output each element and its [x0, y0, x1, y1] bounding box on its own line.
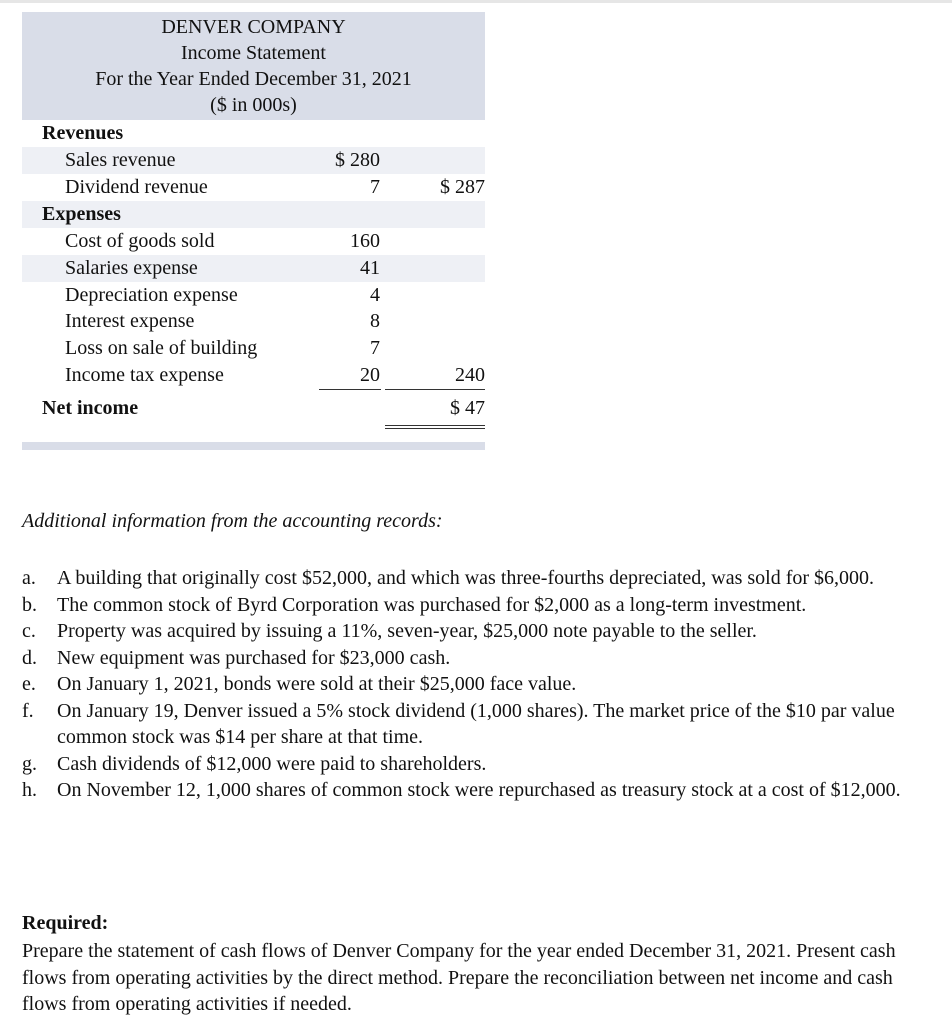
statement-row [22, 174, 485, 201]
row-amount: 4 [370, 284, 380, 306]
total-underline [385, 389, 485, 390]
statement-period: For the Year Ended December 31, 2021 [95, 68, 412, 90]
double-underline-top [385, 425, 485, 426]
additional-info-title: Additional information from the accounting records: [22, 510, 443, 532]
list-item [22, 751, 942, 778]
item-marker: a. [22, 567, 36, 589]
required-title: Required: [22, 912, 109, 934]
item-marker: d. [22, 646, 37, 669]
row-total: $ 287 [440, 176, 485, 198]
statement-row [22, 308, 485, 335]
row-amount: 160 [350, 230, 380, 252]
row-label: Cost of goods sold [65, 230, 215, 252]
statement-row [22, 282, 485, 309]
list-item [22, 618, 942, 645]
list-item [22, 777, 942, 804]
row-amount: 7 [370, 176, 380, 198]
statement-units: ($ in 000s) [210, 94, 297, 116]
net-income-row [22, 395, 485, 422]
item-marker: b. [22, 593, 37, 616]
statement-row [22, 335, 485, 362]
item-text: On January 19, Denver issued a 5% stock dividend (1,000 shares). The market price of the $10 par value common stock was $14 per share at that time. [57, 699, 895, 748]
item-text: New equipment was purchased for $23,000 cash. [57, 646, 451, 669]
row-amount: $ 280 [335, 149, 380, 171]
statement-row [22, 362, 485, 389]
row-label: Loss on sale of building [65, 337, 258, 359]
top-divider [0, 0, 952, 3]
statement-row [22, 255, 485, 282]
row-label: Income tax expense [65, 364, 224, 386]
row-label: Sales revenue [65, 149, 176, 171]
statement-row [22, 228, 485, 255]
row-label: Depreciation expense [65, 284, 238, 306]
revenues-heading-row [22, 120, 485, 147]
company-name: DENVER COMPANY [161, 16, 346, 38]
item-marker: e. [22, 673, 36, 695]
row-amount: 8 [370, 310, 380, 332]
item-marker: g. [22, 752, 37, 775]
item-text: A building that originally cost $52,000, and which was three-fourths depreciated, was sold for $6,000. [57, 567, 875, 589]
additional-info-list [22, 565, 942, 804]
income-statement [22, 12, 485, 419]
statement-footer-bar [22, 442, 485, 450]
statement-header [22, 12, 485, 120]
statement-row [22, 147, 485, 174]
row-label: Interest expense [65, 310, 195, 332]
row-amount: 7 [370, 337, 380, 359]
list-item [22, 698, 942, 751]
item-text: Property was acquired by issuing a 11%, seven-year, $25,000 note payable to the seller. [57, 620, 757, 642]
double-underline-bottom [385, 428, 485, 429]
item-marker: f. [22, 699, 34, 722]
item-text: On January 1, 2021, bonds were sold at their $25,000 face value. [57, 673, 577, 695]
list-item [22, 565, 942, 592]
net-income-value: $ 47 [450, 397, 485, 419]
item-text: On November 12, 1,000 shares of common stock were repurchased as treasury stock at a cost of $12,000. [57, 779, 901, 801]
required-text: Prepare the statement of cash flows of Denver Company for the year ended December 31, 2021. Present cash flows from operating activities by the direct method. Prepare the reconciliation between net income and cash flows from operating activities if needed. [22, 940, 896, 1015]
row-label: Salaries expense [65, 257, 198, 279]
row-amount: 20 [360, 364, 380, 386]
item-text: Cash dividends of $12,000 were paid to shareholders. [57, 752, 487, 775]
revenues-heading: Revenues [42, 122, 124, 144]
row-label: Dividend revenue [65, 176, 208, 198]
item-marker: c. [22, 620, 36, 642]
subtotal-underline [319, 389, 381, 390]
item-text: The common stock of Byrd Corporation was purchased for $2,000 as a long-term investment. [57, 593, 807, 616]
list-item [22, 645, 942, 672]
row-amount: 41 [360, 257, 380, 279]
list-item [22, 592, 942, 619]
expenses-heading-row [22, 201, 485, 228]
expenses-heading: Expenses [42, 203, 121, 225]
statement-title: Income Statement [181, 42, 326, 64]
item-marker: h. [22, 779, 37, 801]
row-total: 240 [455, 364, 485, 386]
net-income-label: Net income [42, 397, 139, 419]
list-item [22, 671, 942, 698]
